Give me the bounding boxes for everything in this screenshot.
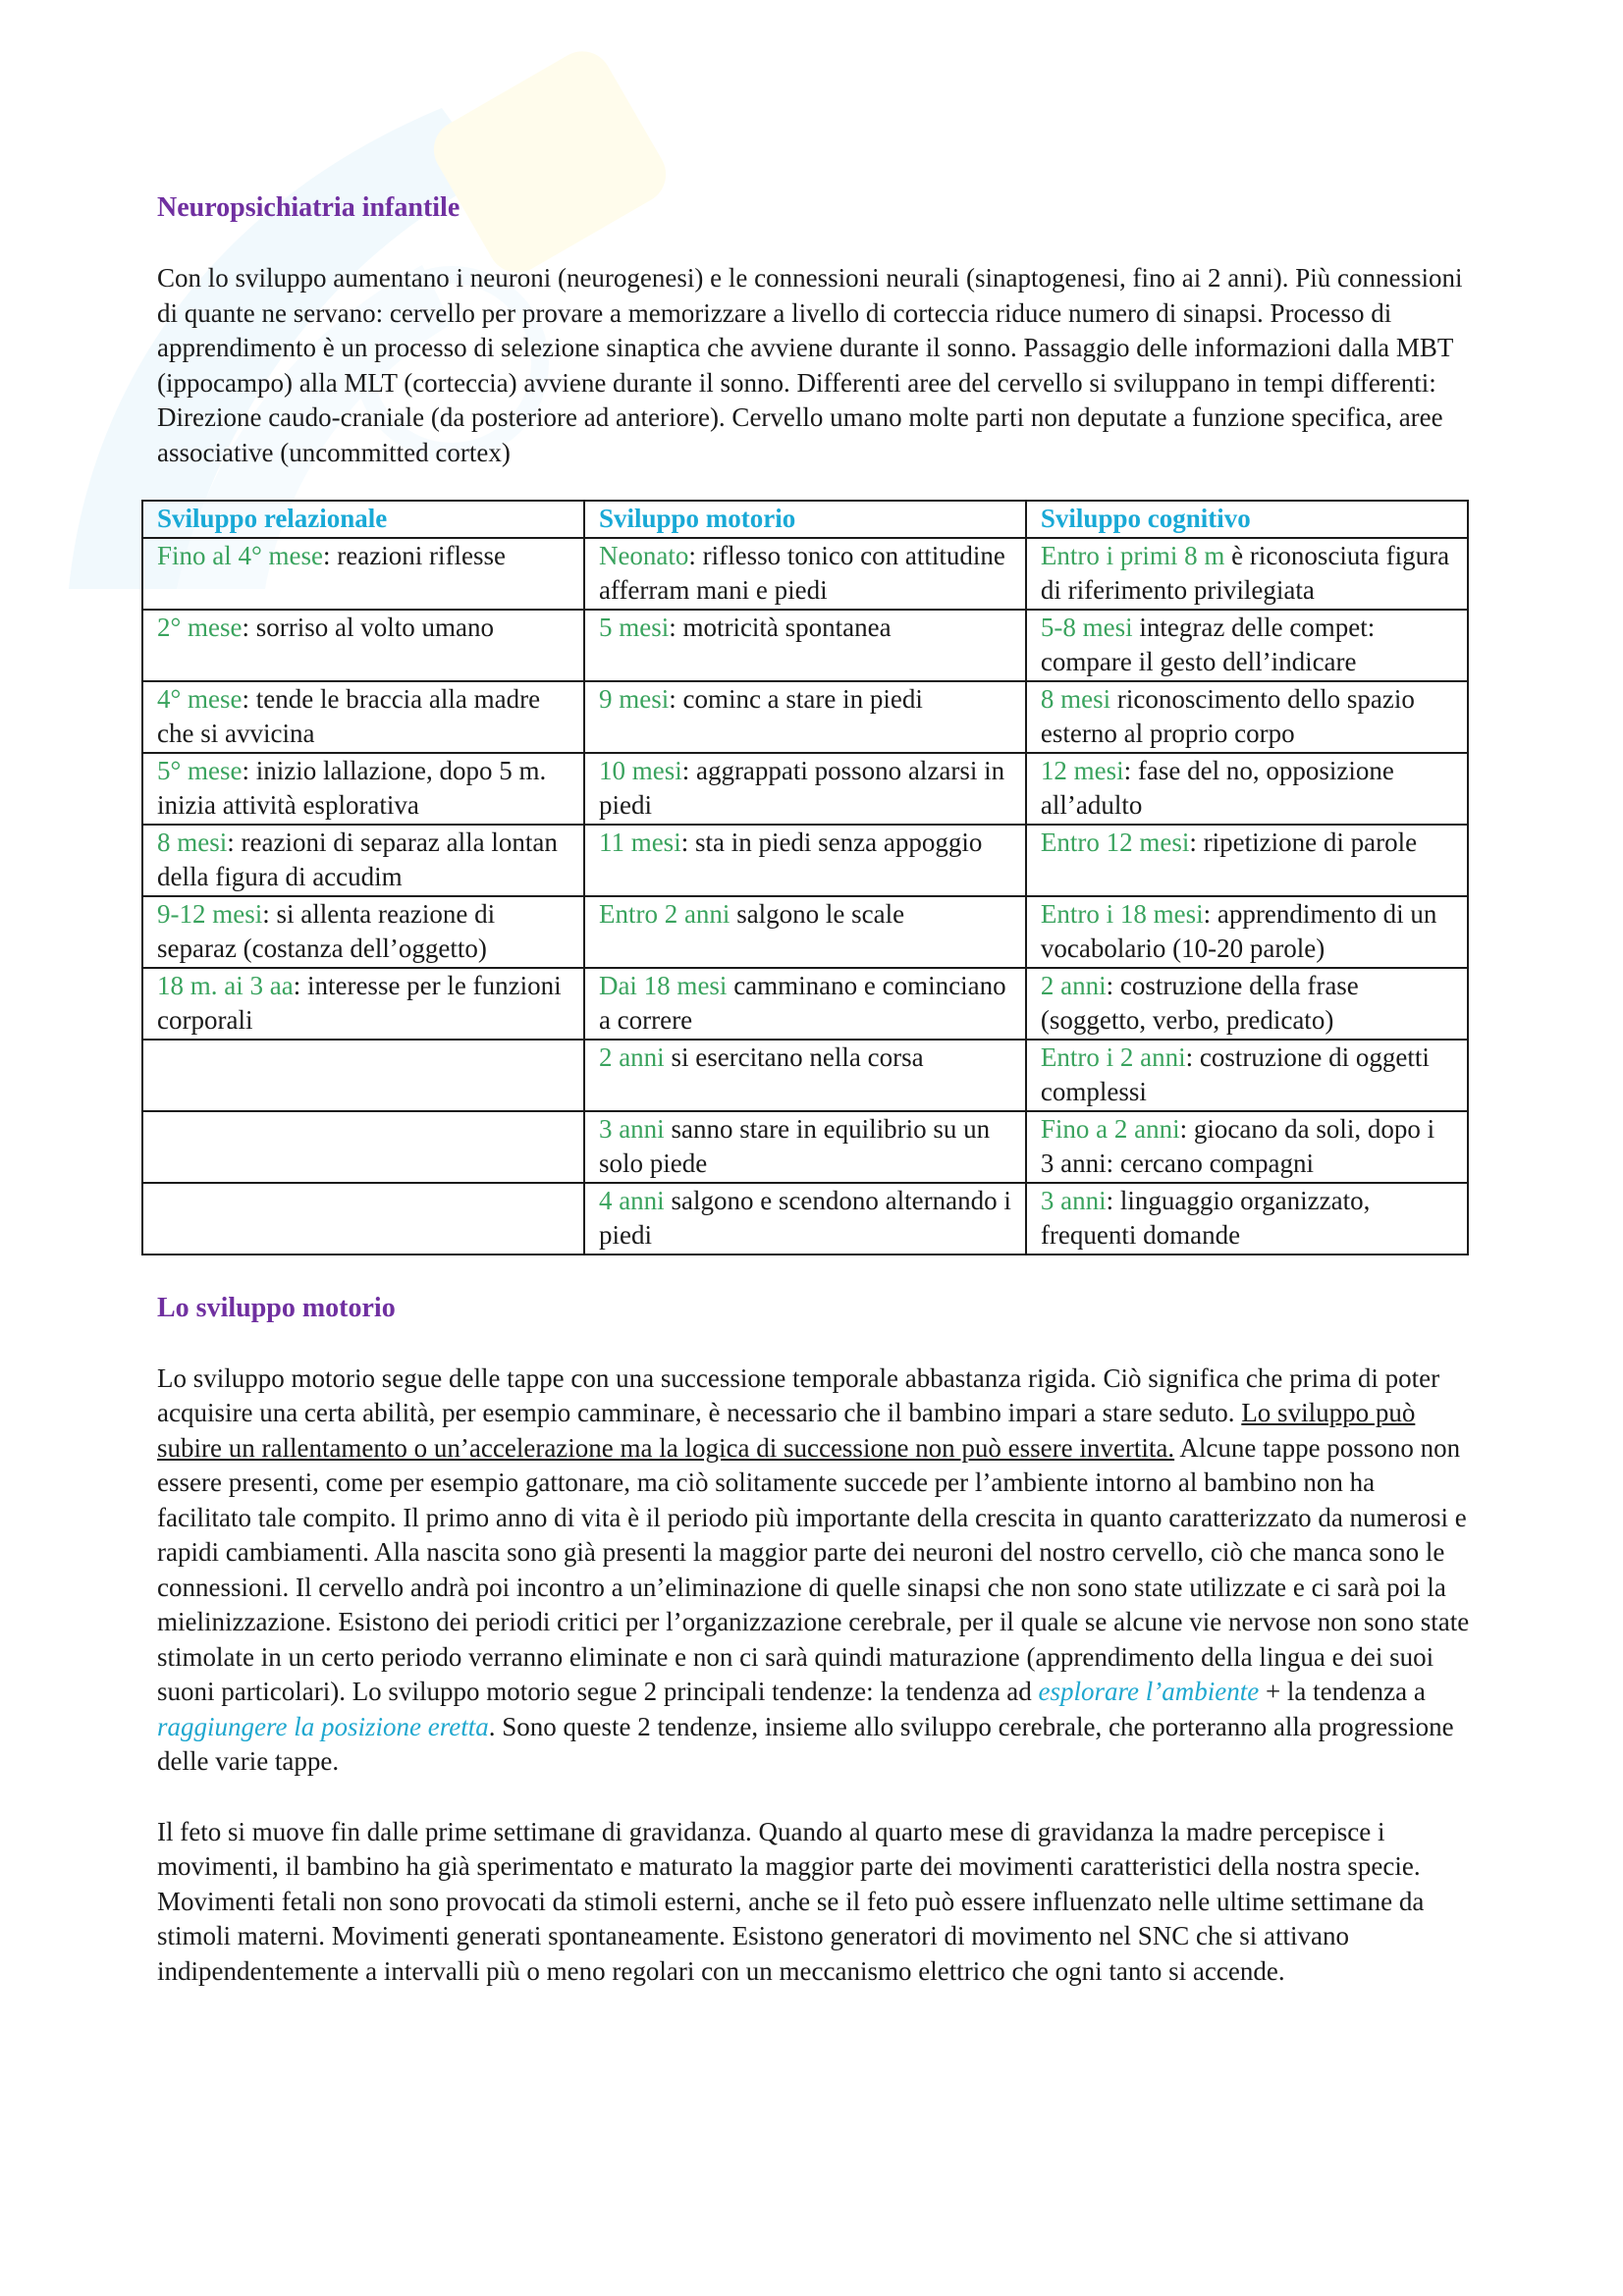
- milestone-text: : riflesso tonico con attitudine afferram mani e piedi: [598, 540, 1005, 605]
- milestone-age: 2° mese: [157, 612, 243, 642]
- page-title: Neuropsichiatria infantile: [157, 192, 460, 223]
- milestone-text: salgono e scendono alternando i piedi: [598, 1185, 1011, 1250]
- cell-cognitive: [1026, 681, 1468, 753]
- table-row: [142, 1040, 1468, 1111]
- cell-motor: [584, 538, 1026, 610]
- cell-cognitive: [1026, 753, 1468, 825]
- milestone-text: : fase del no, opposizione all’adulto: [1040, 755, 1394, 820]
- cell-cognitive: [1026, 610, 1468, 681]
- milestone-age: 9 mesi: [598, 683, 670, 714]
- cell-motor: [584, 1111, 1026, 1183]
- milestone-text: : sta in piedi senza appoggio: [680, 827, 983, 857]
- cell-relational: [142, 753, 584, 825]
- milestone-age: 5-8 mesi: [1040, 612, 1133, 642]
- milestone-text: camminano e cominciano a correre: [598, 970, 1006, 1035]
- fetal-movement-paragraph: Il feto si muove fin dalle prime settimane di gravidanza. Quando al quarto mese di gravidanza la madre percepisce i movimenti, il bambino ha già sperimentato e maturato la maggior parte dei movimenti caratteristici della nostra specie. Movimenti fetali non sono provocati da stimoli esterni, anche se il feto può essere influenzato nelle ultime settimane da stimoli materni. Movimenti generati spontaneamente. Esistono generatori di movimento nel SNC che si attivano indipendentemente a intervalli più o meno regolari con un meccanismo elettrico che ogni tanto si accende.: [157, 1816, 1425, 1986]
- milestone-text: è riconosciuta figura di riferimento privilegiata: [1040, 540, 1450, 605]
- cell-relational: [142, 681, 584, 753]
- table-row: [142, 1183, 1468, 1255]
- table-row: [142, 681, 1468, 753]
- milestone-age: Dai 18 mesi: [598, 970, 728, 1000]
- document-page: [157, 187, 1473, 1989]
- milestone-age: 5° mese: [157, 755, 243, 785]
- cell-cognitive: [1026, 896, 1468, 968]
- cell-cognitive: [1026, 825, 1468, 896]
- header-relational: Sviluppo relazionale: [142, 501, 584, 538]
- table-row: [142, 896, 1468, 968]
- milestone-age: 11 mesi: [598, 827, 681, 857]
- milestone-text: integraz delle compet: compare il gesto dell’indicare: [1040, 612, 1376, 676]
- paragraph-text: + la tendenza a: [1259, 1677, 1426, 1706]
- intro-paragraph: Con lo sviluppo aumentano i neuroni (neurogenesi) e le connessioni neurali (sinaptogenesi, fino ai 2 anni). Più connessioni di quante ne servano: cervello per provare a memorizzare a livello di corteccia riduce numero di sinapsi. Processo di apprendimento è un processo di selezione sinaptica che avviene durante il sonno. Passaggio delle informazioni dalla MBT (ippocampo) alla MLT (corteccia) avviene durante il sonno. Differenti aree del cervello si sviluppano in tempi differenti: Direzione caudo-craniale (da posteriore ad anteriore). Cervello umano molte parti non deputate a funzione specifica, aree associative (uncommitted cortex): [157, 263, 1463, 467]
- milestone-text: : ripetizione di parole: [1189, 827, 1418, 857]
- milestone-text: : motricità spontanea: [669, 612, 892, 642]
- milestone-age: Entro i 18 mesi: [1040, 898, 1204, 929]
- cell-motor: [584, 1040, 1026, 1111]
- cell-motor: [584, 968, 1026, 1040]
- paragraph-text: . Sono queste 2 tendenze, insieme allo sviluppo cerebrale, che porteranno alla progressione delle varie tappe.: [157, 1711, 1454, 1776]
- header-motor: Sviluppo motorio: [584, 501, 1026, 538]
- cell-motor: [584, 825, 1026, 896]
- milestone-age: Entro i 2 anni: [1040, 1041, 1186, 1072]
- paragraph-text: Lo sviluppo motorio segue delle tappe con una successione temporale abbastanza rigida. Ciò significa che prima di poter acquisire una certa abilità, per esempio camminare, è necessario che il bambino impari a stare seduto.: [157, 1362, 1440, 1427]
- milestone-text: : reazioni riflesse: [323, 540, 506, 570]
- cell-relational-empty: [142, 1183, 584, 1255]
- milestone-text: : interesse per le funzioni corporali: [157, 970, 562, 1035]
- cell-relational-empty: [142, 1040, 584, 1111]
- milestone-text: riconoscimento dello spazio esterno al proprio corpo: [1040, 683, 1415, 748]
- cell-relational: [142, 538, 584, 610]
- milestone-age: 5 mesi: [598, 612, 670, 642]
- table-header-row: [142, 501, 1468, 538]
- paragraph-text: Alcune tappe possono non essere presenti, come per esempio gattonare, ma ciò solitamente succede per l’ambiente intorno al bambino non ha facilitato tale compito. Il primo anno di vita è il periodo più importante della crescita in quanto caratterizzato da numerosi e rapidi cambiamenti. Alla nascita sono già presenti la maggior parte dei neuroni del nostro cervello, ciò che manca sono le connessioni. Il cervello andrà poi incontro a un’eliminazione di quelle sinapsi che non sono state utilizzate e ci sarà poi la mielinizzazione. Esistono dei periodi critici per l’organizzazione cerebrale, per il quale se alcune vie nervose non sono state stimolate in un certo periodo verranno eliminate e non ci sarà quindi maturazione (apprendimento della lingua e dei suoi suoni particolari). Lo sviluppo motorio segue 2 principali tendenze: la tendenza ad: [157, 1432, 1470, 1706]
- motor-development-paragraph: [157, 1362, 1473, 1780]
- cell-motor: [584, 610, 1026, 681]
- table-row: [142, 753, 1468, 825]
- milestone-age: 4° mese: [157, 683, 243, 714]
- cell-cognitive: [1026, 1183, 1468, 1255]
- underlined-text: Lo sviluppo può subire un rallentamento o un’accelerazione ma la logica di successione non può essere invertita.: [157, 1398, 1416, 1463]
- milestone-age: 3 anni: [598, 1113, 665, 1144]
- milestone-text: : aggrappati possono alzarsi in piedi: [598, 755, 1005, 820]
- milestone-text: : apprendimento di un vocabolario (10-20 parole): [1040, 898, 1437, 963]
- milestone-text: : costruzione di oggetti complessi: [1040, 1041, 1430, 1106]
- milestone-text: sanno stare in equilibrio su un solo piede: [598, 1113, 991, 1178]
- milestone-age: 3 anni: [1040, 1185, 1107, 1215]
- cell-cognitive: [1026, 1040, 1468, 1111]
- milestone-age: 2 anni: [598, 1041, 665, 1072]
- header-cognitive: Sviluppo cognitivo: [1026, 501, 1468, 538]
- milestone-text: : costruzione della frase (soggetto, verbo, predicato): [1040, 970, 1359, 1035]
- milestone-text: : tende le braccia alla madre che si avvicina: [157, 683, 541, 748]
- cell-motor: [584, 681, 1026, 753]
- milestone-text: : cominc a stare in piedi: [669, 683, 923, 714]
- cell-relational: [142, 825, 584, 896]
- milestone-text: : giocano da soli, dopo i 3 anni: cercano compagni: [1040, 1113, 1435, 1178]
- milestone-text: : reazioni di separaz alla lontan della figura di accudim: [157, 827, 558, 891]
- milestone-age: 18 m. ai 3 aa: [157, 970, 294, 1000]
- cell-relational: [142, 896, 584, 968]
- milestone-age: 12 mesi: [1040, 755, 1124, 785]
- milestone-age: 9-12 mesi: [157, 898, 263, 929]
- cell-relational: [142, 968, 584, 1040]
- milestone-age: Entro 12 mesi: [1040, 827, 1190, 857]
- table-row: [142, 825, 1468, 896]
- milestone-age: Neonato: [598, 540, 689, 570]
- milestone-text: salgono le scale: [730, 898, 905, 929]
- cell-relational-empty: [142, 1111, 584, 1183]
- milestone-age: 2 anni: [1040, 970, 1107, 1000]
- table-row: [142, 610, 1468, 681]
- development-table: [141, 500, 1469, 1255]
- section-heading: Lo sviluppo motorio: [157, 1292, 396, 1323]
- milestone-age: Fino a 2 anni: [1040, 1113, 1180, 1144]
- milestone-age: 8 mesi: [157, 827, 228, 857]
- cell-relational: [142, 610, 584, 681]
- cell-motor: [584, 753, 1026, 825]
- milestone-age: Entro 2 anni: [598, 898, 730, 929]
- milestone-age: 4 anni: [598, 1185, 665, 1215]
- milestone-age: Entro i primi 8 m: [1040, 540, 1225, 570]
- table-row: [142, 1111, 1468, 1183]
- milestone-age: 10 mesi: [598, 755, 682, 785]
- cell-cognitive: [1026, 968, 1468, 1040]
- cell-cognitive: [1026, 538, 1468, 610]
- milestone-age: 8 mesi: [1040, 683, 1111, 714]
- milestone-text: : sorriso al volto umano: [242, 612, 495, 642]
- milestone-age: Fino al 4° mese: [157, 540, 324, 570]
- milestone-text: : si allenta reazione di separaz (costanza dell’oggetto): [157, 898, 496, 963]
- cell-motor: [584, 896, 1026, 968]
- table-row: [142, 968, 1468, 1040]
- cell-motor: [584, 1183, 1026, 1255]
- table-row: [142, 538, 1468, 610]
- milestone-text: : inizio lallazione, dopo 5 m. inizia attività esplorativa: [157, 755, 547, 820]
- emphasis-upright: raggiungere la posizione eretta: [157, 1711, 489, 1741]
- milestone-text: : linguaggio organizzato, frequenti domande: [1040, 1185, 1371, 1250]
- milestone-text: si esercitano nella corsa: [664, 1041, 924, 1072]
- cell-cognitive: [1026, 1111, 1468, 1183]
- emphasis-explore: esplorare l’ambiente: [1038, 1677, 1260, 1706]
